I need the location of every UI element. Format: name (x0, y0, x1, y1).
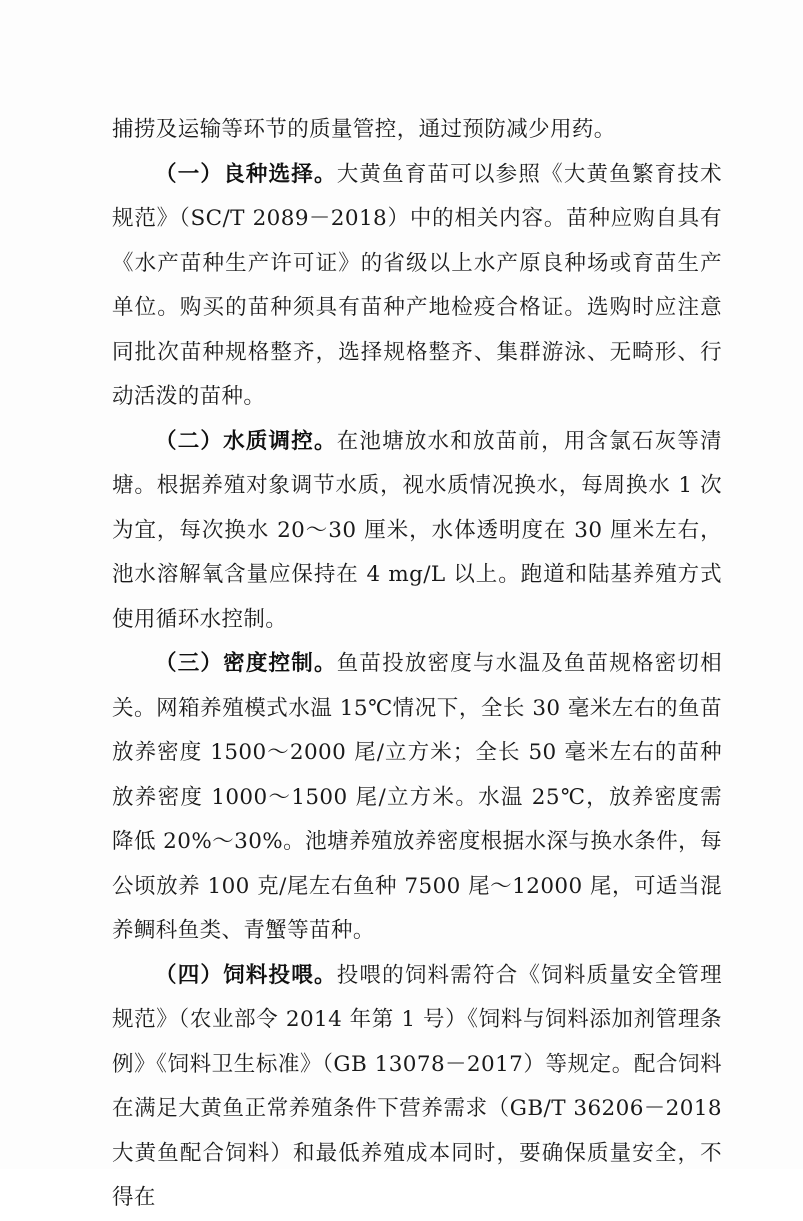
paragraph-text: 捕捞及运输等环节的质量管控，通过预防减少用药。 (112, 117, 616, 142)
paragraph-text: 在池塘放水和放苗前，用含氯石灰等清塘。根据养殖对象调节水质，视水质情况换水，每周换水 1 次为宜，每次换水 20～30 厘米，水体透明度在 30 厘米左右，池水溶解氧含量应保持在 4 mg/L 以上。跑道和陆基养殖方式使用循环水控制。 (112, 428, 722, 632)
paragraph-text: 鱼苗投放密度与水温及鱼苗规格密切相关。网箱养殖模式水温 15℃情况下，全长 30 毫米左右的鱼苗放养密度 1500～2000 尾/立方米；全长 50 毫米左右的苗种放养密度 1000～1500 尾/立方米。水温 25℃，放养密度需降低 20%～30%。池塘养殖放养密度根据水深与换水条件，每公顷放养 100 克/尾左右鱼种 7500 尾～12000 尾，可适当混养鲷科鱼类、青蟹等苗种。 (112, 651, 722, 943)
paragraph-text: 大黄鱼育苗可以参照《大黄鱼繁育技术规范》（SC/T 2089－2018）中的相关内容。苗种应购自具有《水产苗种生产许可证》的省级以上水产原良种场或育苗生产单位。购买的苗种须具有苗种产地检疫合格证。选购时应注意同批次苗种规格整齐，选择规格整齐、集群游泳、无畸形、行动活泼的苗种。 (112, 161, 722, 409)
section-heading: （二）水质调控。 (155, 428, 337, 454)
paragraph-text: 投喂的饲料需符合《饲料质量安全管理规范》（农业部令 2014 年第 1 号）《饲料与饲料添加剂管理条例》《饲料卫生标准》（GB 13078－2017）等规定。配合饲料在满足大黄鱼正常养殖条件下营养需求（GB/T 36206－2018 大黄鱼配合饲料）和最低养殖成本同时，要确保质量安全，不得在 (112, 962, 722, 1210)
section-heading: （四）饲料投喂。 (155, 962, 337, 988)
paragraph-continuation (112, 108, 722, 153)
paragraph-feeding (112, 954, 722, 1221)
section-heading: （一）良种选择。 (155, 161, 337, 187)
document-body (112, 108, 722, 1221)
paragraph-seed-selection (112, 153, 722, 420)
paragraph-water-quality (112, 420, 722, 643)
section-heading: （三）密度控制。 (155, 651, 337, 676)
paragraph-density-control (112, 642, 722, 954)
